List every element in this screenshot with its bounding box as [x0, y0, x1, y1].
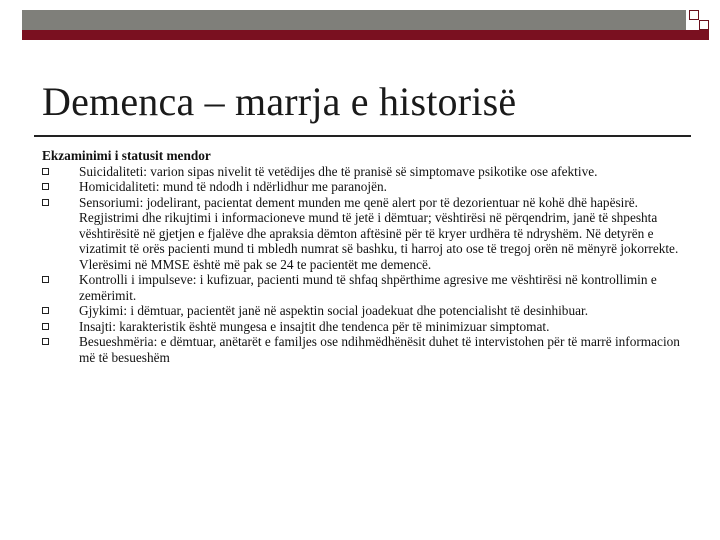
- bullet-list: [42, 164, 682, 366]
- corner-square-icon: [689, 10, 699, 20]
- list-item: [42, 164, 682, 180]
- slide-title: Demenca – marrja e historisë: [42, 79, 517, 124]
- list-item-text: Kontrolli i impulseve: i kufizuar, pacienti mund të shfaq shpërthime agresive me vështirësi në kontrollimin e zemërimit.: [79, 272, 657, 303]
- list-item-text: Besueshmëria: e dëmtuar, anëtarët e familjes ose ndihmëdhënësit duhet të intervistohen për të marrë informacion më të besueshëm: [79, 334, 680, 365]
- list-item: [42, 319, 682, 335]
- list-item-text: Suicidaliteti: varion sipas nivelit të vetëdijes dhe të pranisë së simptomave psikotike ose afektive.: [79, 163, 598, 179]
- hollow-square-bullet-icon: [42, 307, 49, 314]
- list-item-text: Sensoriumi: jodelirant, pacientat dement munden me qenë alert por të dezorientuar në kohë dhë hapësirë. Regjistrimi dhe rikujtimi i informacioneve mund të jetë i dëmtuar; vështirësi në përqendrim, janë të shpeshta vështirësitë në gjetjen e fjalëve dhe apraksia dëmton aftësinë për të kryer urdhëra të ndryshëm. Në detyrën e vizatimit të orës pacienti mund ti mbledh numrat së bashku, ti harroj ato ose të tregoj orën në mënyrë jokorrekte. Vlerësimi në MMSE është më pak se 24 te pacientët me demencë.: [79, 194, 679, 272]
- list-item: [42, 179, 682, 195]
- list-item: [42, 195, 682, 273]
- list-item-text: Homicidaliteti: mund të ndodh i ndërlidhur me paranojën.: [79, 179, 387, 194]
- list-item-text: Insajti: karakteristik është mungesa e insajtit dhe tendenca për të minimizuar simptomat.: [79, 318, 550, 334]
- header-gray-band: [22, 10, 686, 30]
- slide-body: [42, 148, 682, 365]
- section-heading: Ekzaminimi i statusit mendor: [42, 148, 211, 163]
- list-item: [42, 303, 682, 319]
- hollow-square-bullet-icon: [42, 183, 49, 190]
- hollow-square-bullet-icon: [42, 338, 49, 345]
- list-item: [42, 334, 682, 365]
- list-item: [42, 272, 682, 303]
- hollow-square-bullet-icon: [42, 276, 49, 283]
- title-divider: [34, 135, 691, 137]
- corner-square-icon: [699, 20, 709, 30]
- list-item-text: Gjykimi: i dëmtuar, pacientët janë në aspektin social joadekuat dhe potencialisht të desinhibuar.: [79, 303, 589, 318]
- hollow-square-bullet-icon: [42, 323, 49, 330]
- hollow-square-bullet-icon: [42, 199, 49, 206]
- header-maroon-band: [22, 30, 709, 40]
- hollow-square-bullet-icon: [42, 168, 49, 175]
